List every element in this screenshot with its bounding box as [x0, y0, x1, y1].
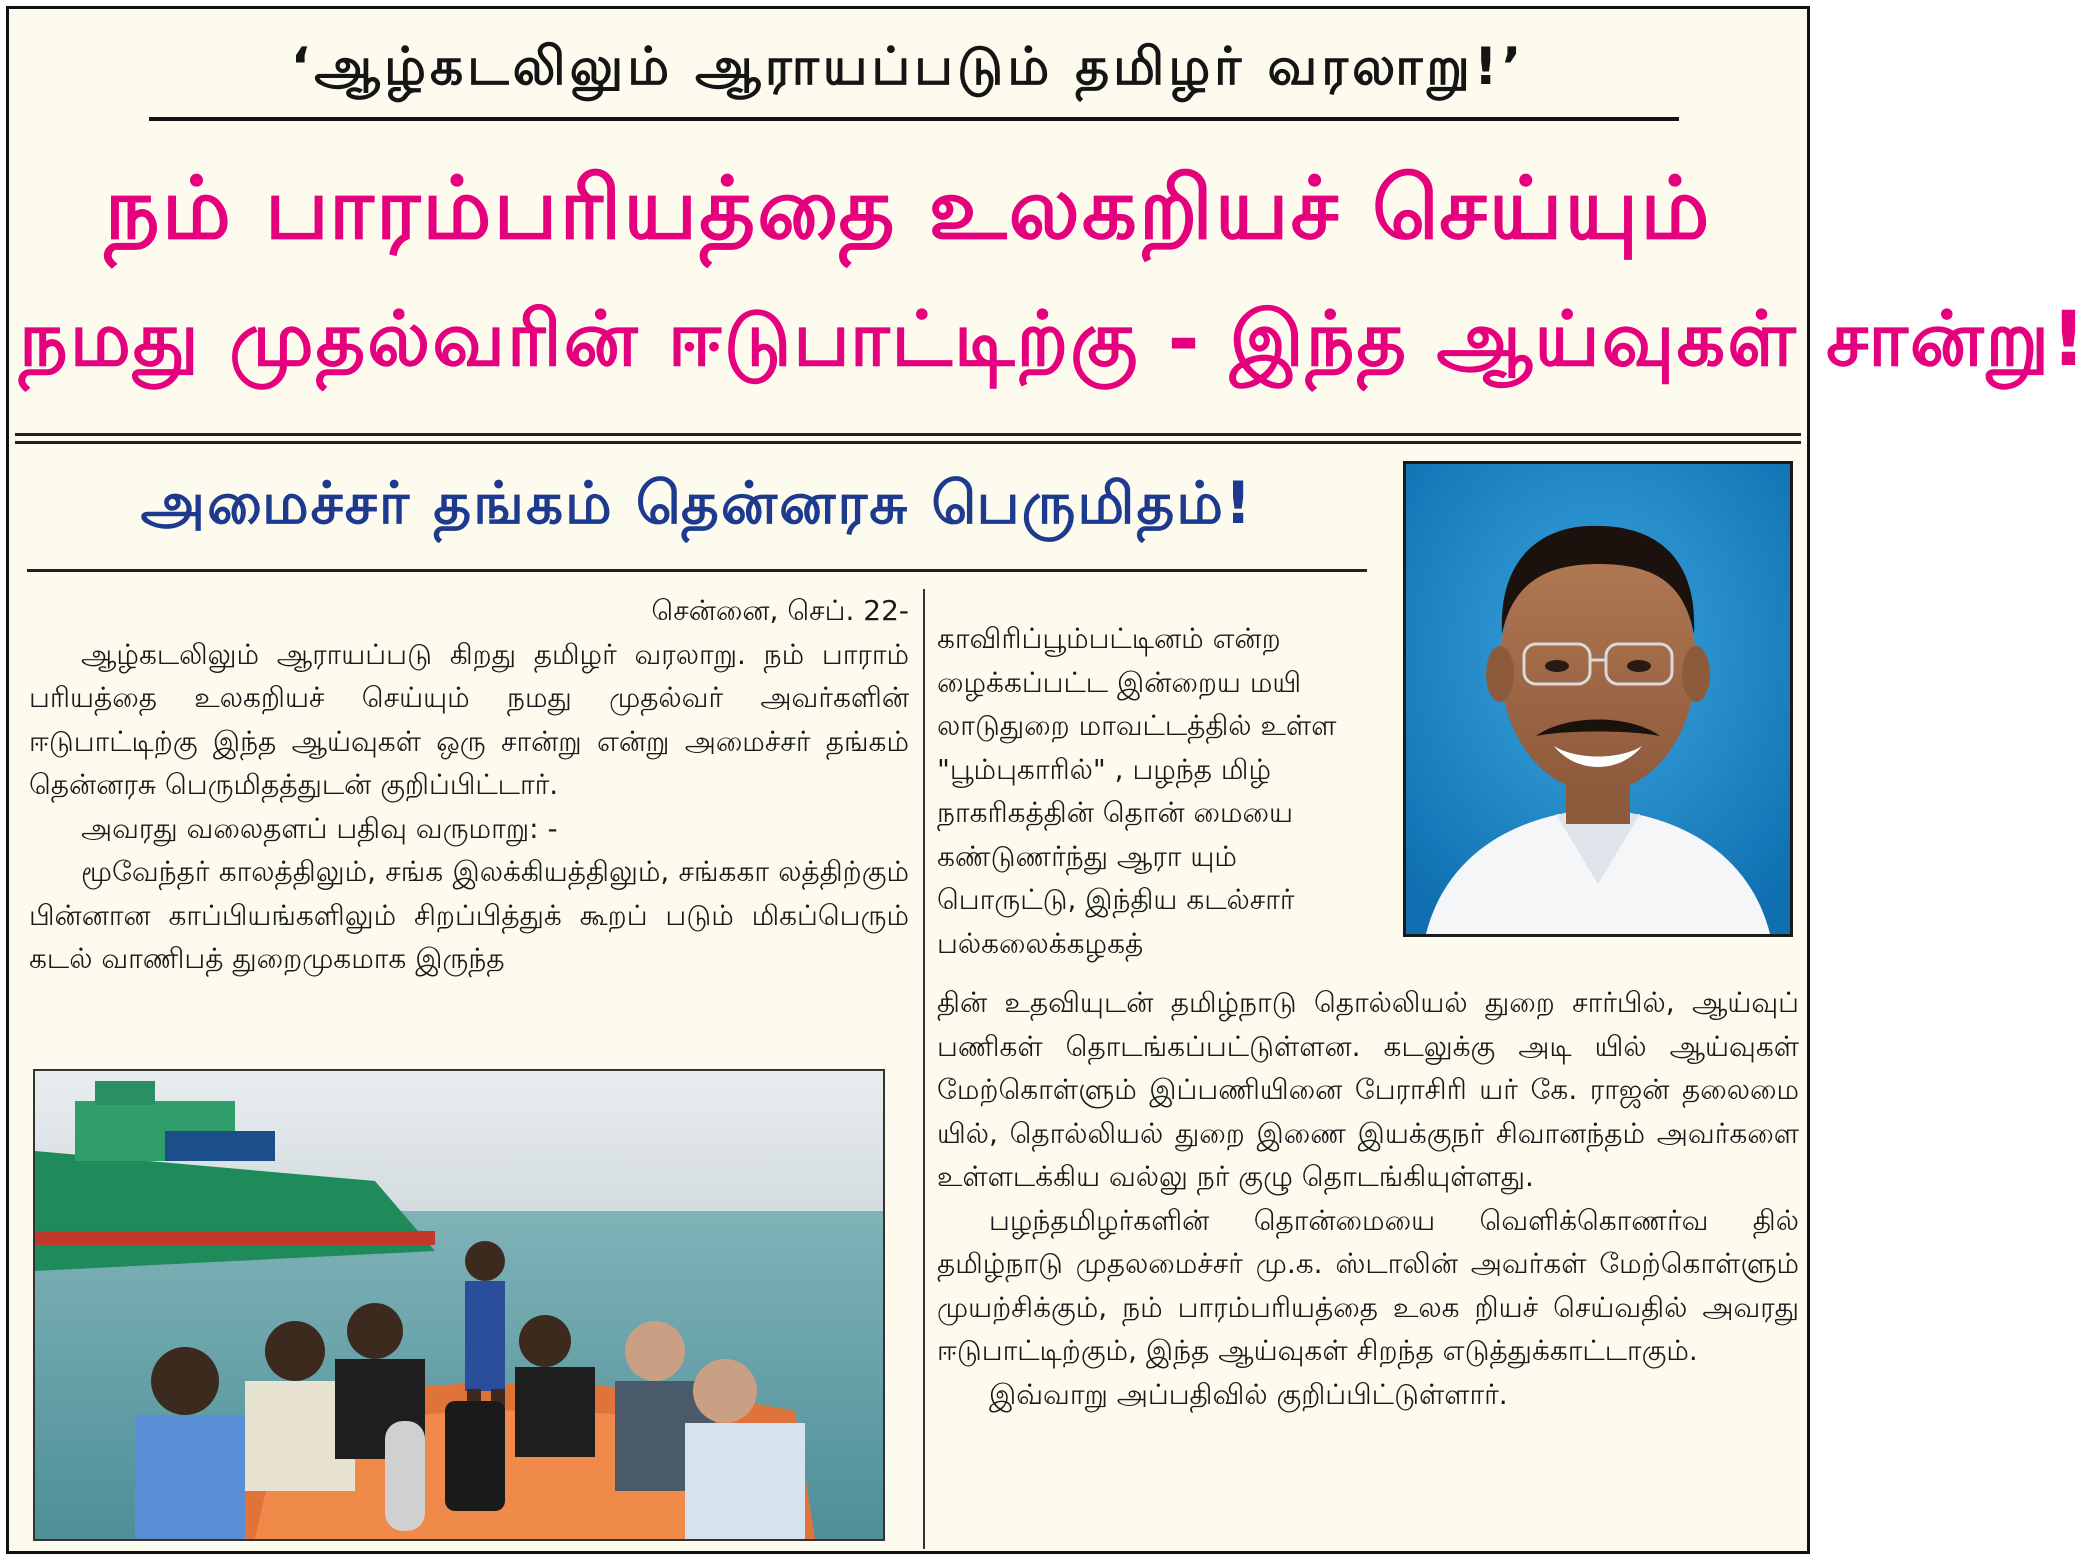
section-divider-top	[15, 433, 1801, 436]
kicker-underline	[149, 117, 1679, 121]
newspaper-clipping	[6, 6, 2088, 1554]
article-right-column-top	[937, 589, 1385, 993]
headline-line-2: நமது முதல்வரின் ஈடுபாட்டிற்கு - இந்த ஆய்வுகள் சான்று!	[19, 294, 2088, 383]
article-paragraph: பழந்தமிழர்களின் தொன்மையை வெளிக்கொணர்வ தில் தமிழ்நாடு முதலமைச்சர் மு.க. ஸ்டாலின் அவர்கள் மேற்கொள்ளும் முயற்சிக்கும், நம் பாரம்பரியத்தை உலக றியச் செய்வதில் அவரது ஈடுபாட்டிற்கும், இந்த ஆய்வுகள் சிறந்த எடுத்துக்காட்டாகும்.	[937, 1203, 1799, 1367]
kicker-title: ‘ஆழ்கடலிலும் ஆராயப்படும் தமிழர் வரலாறு!’	[290, 37, 1526, 97]
article-left-column	[29, 589, 909, 981]
article-paragraph: காவிரிப்பூம்பட்டினம் என்ற ழைக்கப்பட்ட இன்றைய மயி லாடுதுறை மாவட்டத்தில் உள்ள "பூம்புகாரில்" , பழந்த மிழ் நாகரிகத்தின் தொன் மையை கண்டுணர்ந்து ஆரா யும் பொருட்டு, இந்திய கடல்சார் பல்கலைக்கழகத்	[937, 622, 1337, 960]
article-paragraph: தின் உதவியுடன் தமிழ்நாடு தொல்லியல் துறை சார்பில், ஆய்வுப் பணிகள் தொடங்கப்பட்டுள்ளன. கடலுக்கு அடி யில் ஆய்வுகள் மேற்கொள்ளும் இப்பணியினை பேராசிரி யர் கே. ராஜன் தலைமை யில், தொல்லியல் துறை இணை இயக்குநர் சிவானந்தம் அவர்களை உள்ளடக்கிய வல்லு நர் குழு தொடங்கியுள்ளது.	[937, 986, 1799, 1193]
divers-boat-photo	[33, 1069, 885, 1541]
dateline: சென்னை, செப். 22-	[651, 594, 909, 627]
subheadline-rule	[27, 569, 1367, 572]
article-paragraph: இவ்வாறு அப்பதிவில் குறிப்பிட்டுள்ளார்.	[989, 1377, 1508, 1411]
minister-portrait-photo	[1403, 461, 1793, 937]
article-paragraph: ஆழ்கடலிலும் ஆராயப்படு கிறது தமிழர் வரலாறு. நம் பாராம் பரியத்தை உலகறியச் செய்யும் நமது முதல்வர் அவர்களின் ஈடுபாட்டிற்கு இந்த ஆய்வுகள் ஒரு சான்று என்று அமைச்சர் தங்கம் தென்னரசு பெருமிதத்துடன் குறிப்பிட்டார்.	[29, 637, 909, 801]
article-paragraph: அவரது வலைதளப் பதிவு வருமாறு: -	[81, 811, 558, 845]
article-right-column	[937, 981, 1799, 1416]
headline-line-1: நம் பாரம்பரியத்தை உலகறியச் செய்யும்	[104, 159, 1712, 259]
section-divider-bottom	[15, 441, 1801, 444]
column-divider	[923, 589, 925, 1549]
article-paragraph: மூவேந்தர் காலத்திலும், சங்க இலக்கியத்திலும், சங்ககா லத்திற்கும் பின்னான காப்பியங்களிலும் சிறப்பித்துக் கூறப் படும் மிகப்பெரும் கடல் வாணிபத் துறைமுகமாக இருந்த	[29, 855, 909, 975]
subheadline: அமைச்சர் தங்கம் தென்னரசு பெருமிதம்!	[140, 469, 1254, 537]
